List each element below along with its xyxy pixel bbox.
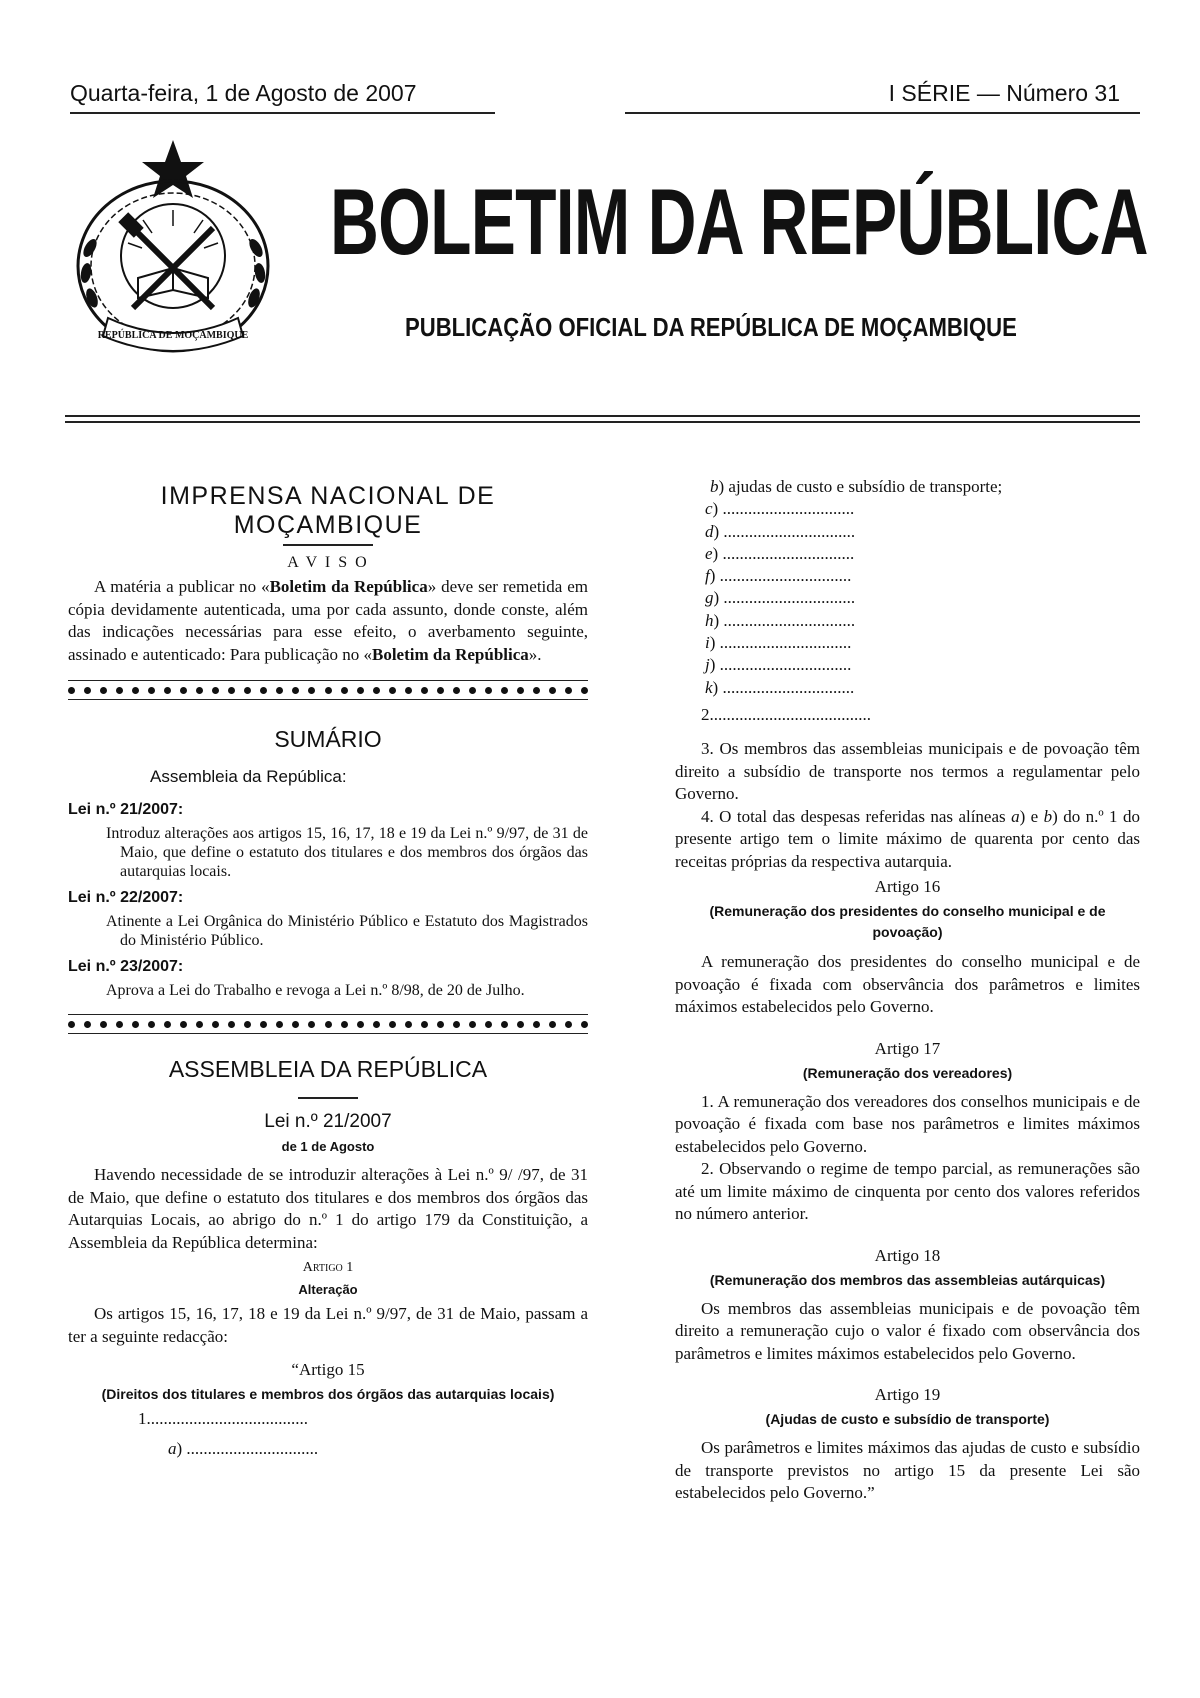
header-double-rule-bottom xyxy=(65,421,1140,423)
right-column xyxy=(675,477,1140,1505)
artigo-15-item-a: a) ............................... xyxy=(168,1439,319,1459)
artigo-15-para-4: 4. O total das despesas referidas nas alíneas a) e b) do n.º 1 do presente artigo tem o limite máximo de quarenta por cento das receitas próprias da respectiva autarquia. xyxy=(675,806,1140,871)
artigo-19-text: Os parâmetros e limites máximos das ajudas de custo e subsídio de transporte previstos no artigo 15 da presente Lei são estabelecidos pelo Governo.” xyxy=(675,1438,1140,1503)
publication-title: BOLETIM DA REPÚBLICA xyxy=(330,169,1148,274)
aviso-text: A matéria a publicar no «Boletim da República» deve ser remetida em cópia devidamente autenticada, uma por cada assunto, donde conste, além das indicações necessárias para esse efeito, o averbamento seguinte, assinado e autenticado: Para publicação no «Boletim da República». xyxy=(68,577,588,664)
sumario-law-text: Atinente a Lei Orgânica do Ministério Público e Estatuto dos Magistrados do Ministério Público. xyxy=(106,913,588,949)
artigo-15-para-3: 3. Os membros das assembleias municipais e de povoação têm direito a subsídio de transporte nos termos a regulamentar pelo Governo. xyxy=(675,739,1140,804)
left-column xyxy=(68,482,588,1461)
artigo-15-item-j: j) ............................... xyxy=(705,655,852,675)
header-double-rule-top xyxy=(65,415,1140,417)
artigo-15-item-1: 1...................................... xyxy=(138,1409,308,1428)
sumario-entry xyxy=(68,958,588,1000)
artigo-15-label: “Artigo 15 xyxy=(291,1360,365,1379)
imprensa-rule xyxy=(283,544,373,546)
artigo-19-title: (Ajudas de custo e subsídio de transporte) xyxy=(765,1411,1050,1428)
artigo-15-item-2: 2...................................... xyxy=(701,704,871,724)
issue-date: Quarta-feira, 1 de Agosto de 2007 xyxy=(70,80,417,106)
sumario-law-text: Introduz alterações aos artigos 15, 16, 17, 18 e 19 da Lei n.º 9/97, de 31 de Maio, que define o estatuto dos titulares e dos membros dos órgãos das autarquias locais. xyxy=(106,825,588,880)
artigo-16-title: (Remuneração dos presidentes do conselho municipal e de povoação) xyxy=(709,903,1106,941)
issue-series: I SÉRIE — Número 31 xyxy=(888,80,1120,106)
artigo-18-title: (Remuneração dos membros das assembleias autárquicas) xyxy=(709,1271,1106,1288)
artigo-15-item-e: e) ............................... xyxy=(705,543,855,563)
publication-subtitle: PUBLICAÇÃO OFICIAL DA REPÚBLICA DE MOÇAMBIQUE xyxy=(405,312,1017,342)
artigo-15-item-d: d) ............................... xyxy=(705,521,856,541)
artigo-18-text: Os membros das assembleias municipais e de povoação têm direito a remuneração cujo o valor é fixado com observância dos parâmetros e limites máximos estabelecidos pelo Governo. xyxy=(675,1298,1140,1363)
law-title: Lei n.º 21/2007 xyxy=(264,1111,392,1132)
sumario-entry xyxy=(68,801,588,881)
header-rule-left xyxy=(70,112,495,114)
coat-of-arms-emblem xyxy=(68,138,278,368)
artigo-15-title: (Direitos dos titulares e membros dos órgãos das autarquias locais) xyxy=(101,1386,555,1402)
emblem-ribbon-text: REPÚBLICA DE MOÇAMBIQUE xyxy=(97,330,249,341)
sumario-heading: SUMÁRIO xyxy=(274,726,382,752)
sumario-intro: Assembleia da República: xyxy=(150,767,347,786)
artigo-17-para-1: 1. A remuneração dos vereadores dos conselhos municipais e de povoação é fixada com base nos parâmetros e limites máximos estabelecidos pelo Governo. xyxy=(675,1091,1140,1156)
sumario-law: Lei n.º 21/2007: xyxy=(68,801,184,818)
artigo-1-title: Alteração xyxy=(298,1282,358,1297)
sumario-entry xyxy=(68,889,588,950)
dotted-separator xyxy=(68,680,588,700)
artigo-15-item-i: i) ............................... xyxy=(705,633,852,653)
artigo-16-label: Artigo 16 xyxy=(874,877,941,897)
law-preamble: Havendo necessidade de se introduzir alterações à Lei n.º 9/ /97, de 31 de Maio, que define o estatuto dos titulares e dos membros dos órgãos das Autarquias Locais, ao abrigo do n.º 1 do artigo 179 da Constituição, a Assembleia da República determina: xyxy=(68,1165,588,1252)
sumario-law: Lei n.º 23/2007: xyxy=(68,958,184,975)
artigo-16-text: A remuneração dos presidentes do conselho municipal e de povoação é fixada com observância dos parâmetros e limites máximos estabelecidos pelo Governo. xyxy=(675,952,1140,1017)
assembleia-heading: ASSEMBLEIA DA REPÚBLICA xyxy=(168,1056,488,1082)
artigo-15-item-f: f) ............................... xyxy=(705,566,852,586)
artigo-15-item-h: h) ............................... xyxy=(705,610,856,630)
artigo-19-label: Artigo 19 xyxy=(874,1385,941,1405)
artigo-15-item-k: k) ............................... xyxy=(705,677,855,697)
law-date: de 1 de Agosto xyxy=(281,1139,375,1154)
artigo-17-label: Artigo 17 xyxy=(874,1038,941,1058)
imprensa-heading: IMPRENSA NACIONAL DE MOÇAMBIQUE xyxy=(160,482,496,539)
assembleia-rule xyxy=(298,1097,358,1099)
artigo-15-item-b: b) ajudas de custo e subsídio de transporte; xyxy=(710,477,1003,496)
artigo-17-para-2: 2. Observando o regime de tempo parcial, as remunerações são até um limite máximo de cinquenta por cento dos valores referidos no número anterior. xyxy=(675,1159,1140,1224)
aviso-title: A V I S O xyxy=(287,554,369,571)
artigo-15-item-c: c) ............................... xyxy=(705,499,855,519)
artigo-17-title: (Remuneração dos vereadores) xyxy=(802,1064,1013,1081)
sumario-law-text: Aprova a Lei do Trabalho e revoga a Lei n.º 8/98, de 20 de Julho. xyxy=(106,982,525,999)
artigo-1-label: Artigo 1 xyxy=(302,1260,354,1275)
sumario-law: Lei n.º 22/2007: xyxy=(68,889,184,906)
header-rule-right xyxy=(625,112,1140,114)
dotted-separator xyxy=(68,1014,588,1034)
artigo-15-item-g: g) ............................... xyxy=(705,588,856,608)
artigo-1-text: Os artigos 15, 16, 17, 18 e 19 da Lei n.º 9/97, de 31 de Maio, passam a ter a seguinte redacção: xyxy=(68,1304,588,1346)
artigo-18-label: Artigo 18 xyxy=(874,1245,941,1265)
